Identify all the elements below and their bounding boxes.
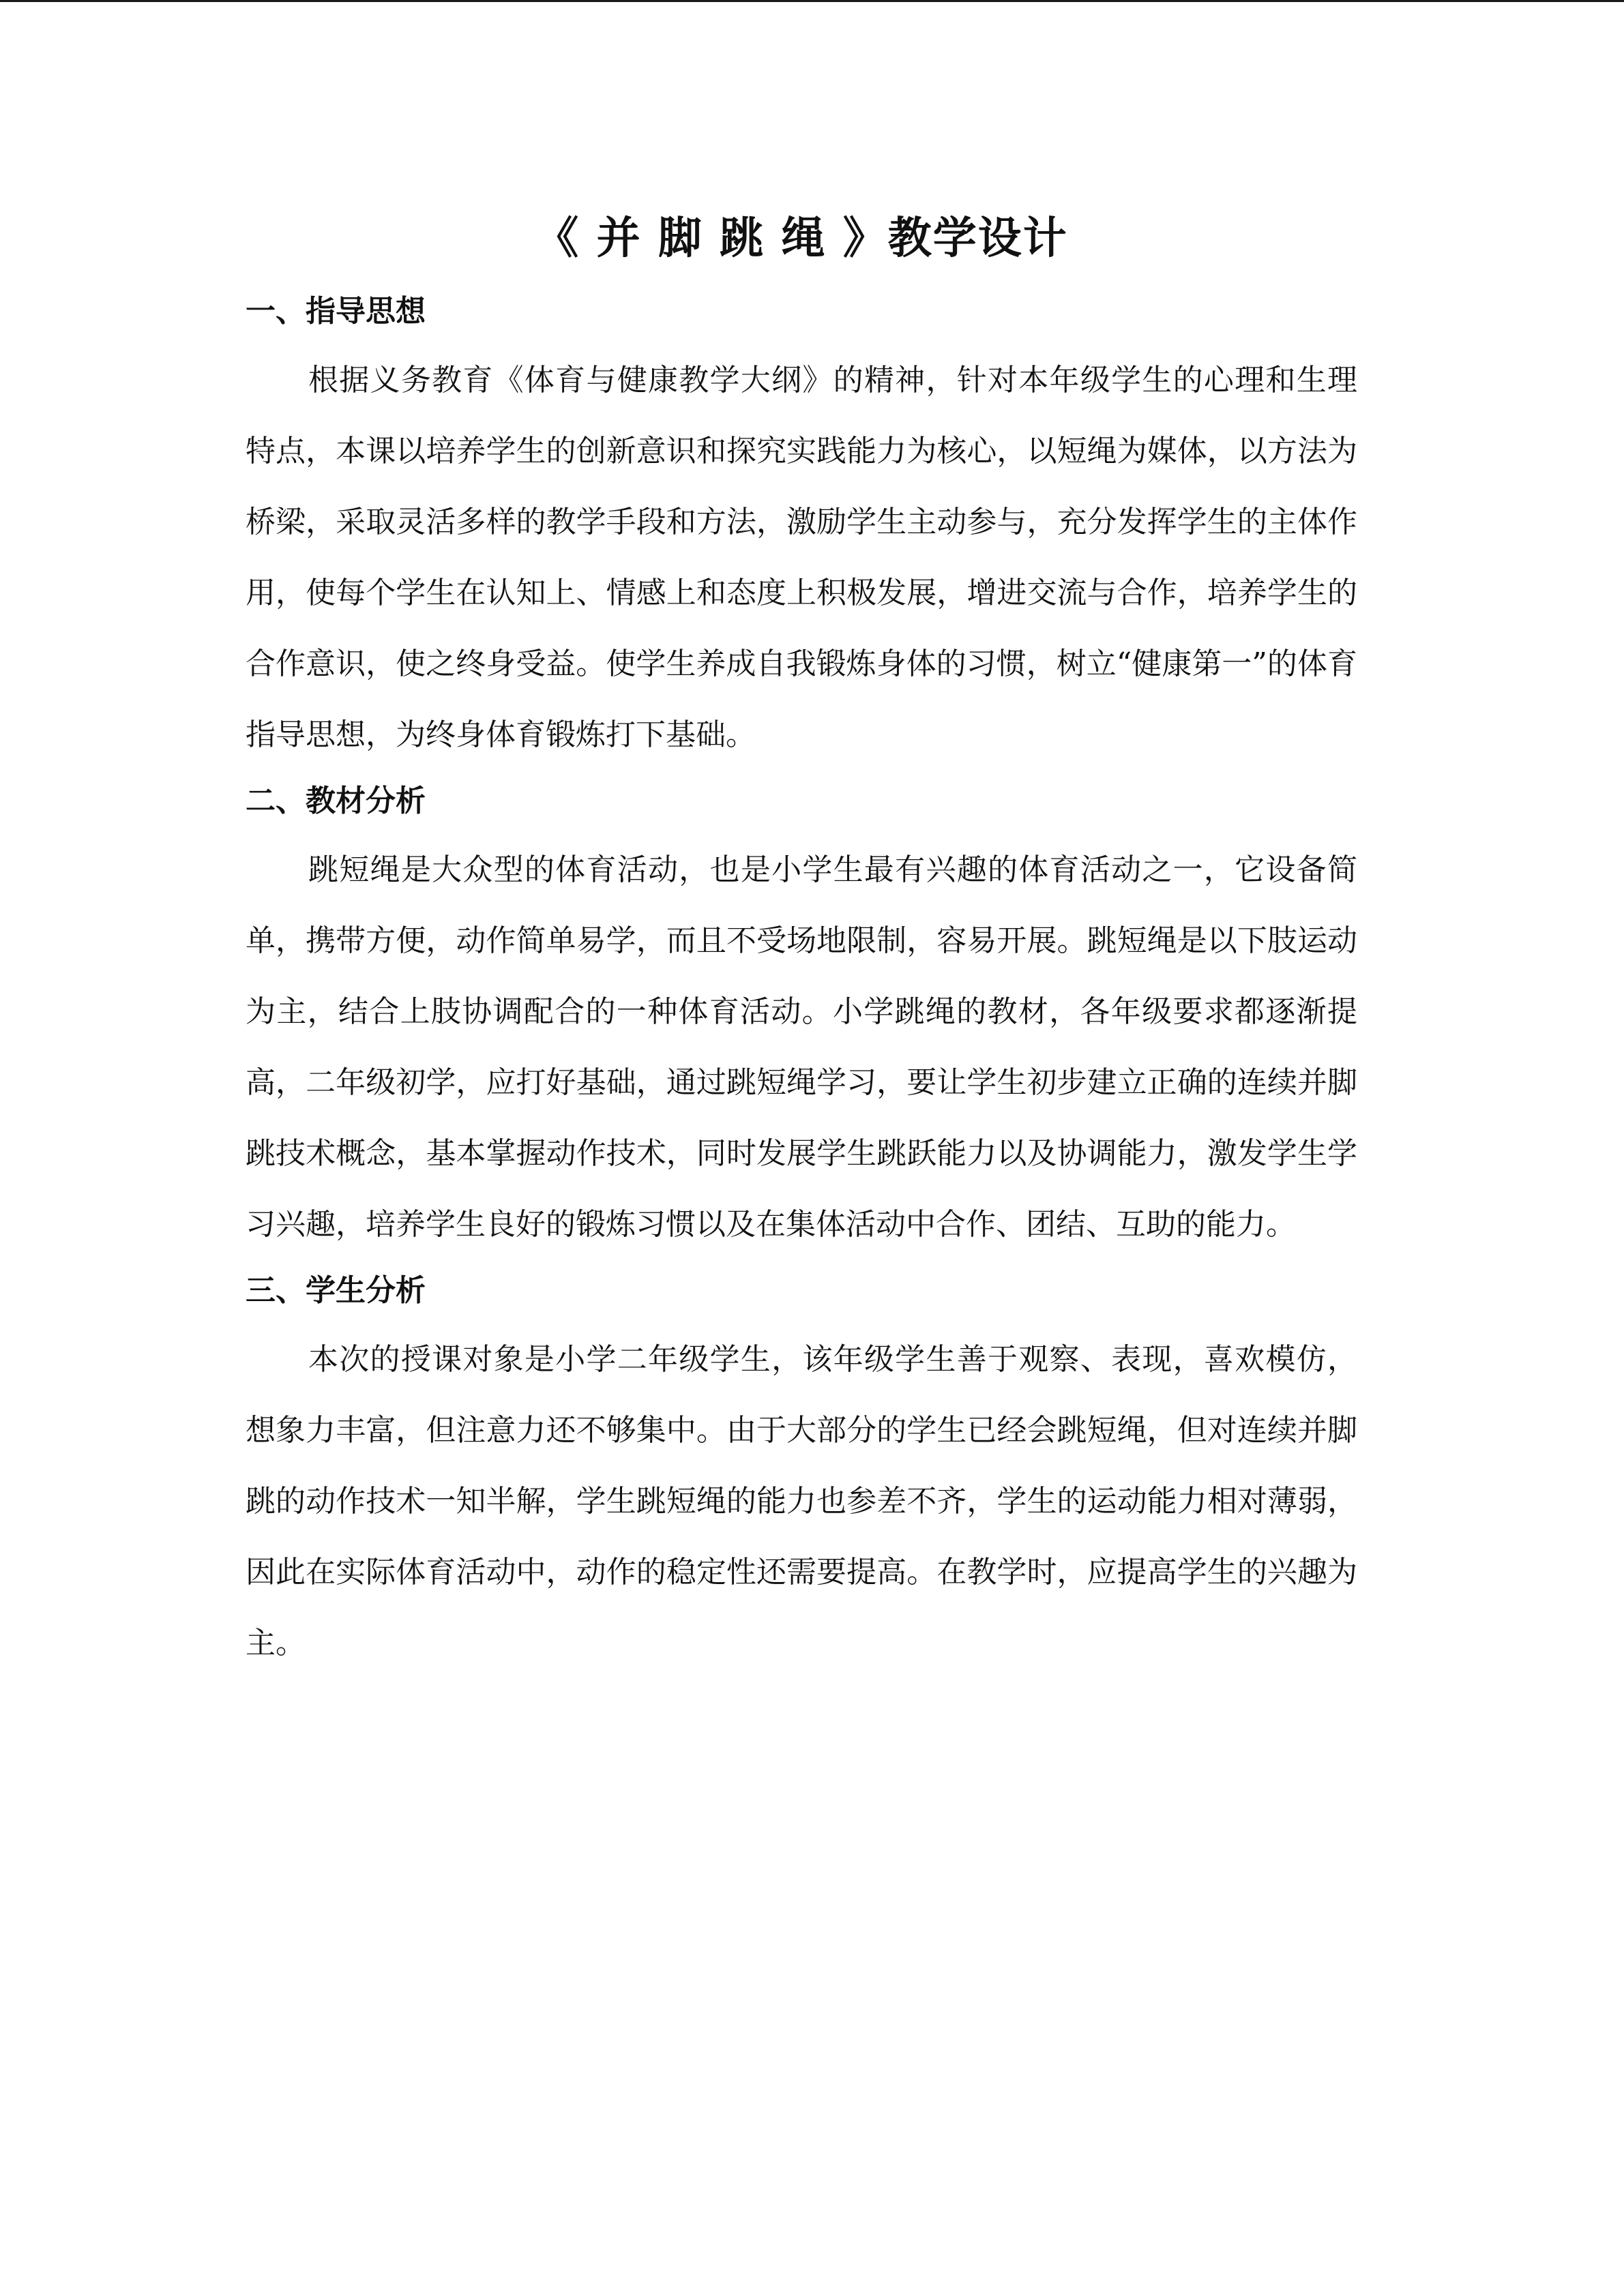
section-heading: 二、教材分析	[246, 784, 426, 818]
section-guiding-thought	[246, 288, 1357, 771]
section-paragraph: 跳短绳是大众型的体育活动，也是小学生最有兴趣的体育活动之一，它设备简单，携带方便，动作简单易学，而且不受场地限制，容易开展。跳短绳是以下肢运动为主，结合上肢协调配合的一种体育活动。小学跳绳的教材，各年级要求都逐渐提高，二年级初学，应打好基础，通过跳短绳学习，要让学生初步建立正确的连续并脚跳技术概念，基本掌握动作技术，同时发展学生跳跃能力以及协调能力，激发学生学习兴趣，培养学生良好的锻炼习惯以及在集体活动中合作、团结、互助的能力。	[246, 852, 1357, 1242]
section-paragraph: 根据义务教育《体育与健康教学大纲》的精神，针对本年级学生的心理和生理特点，本课以培养学生的创新意识和探究实践能力为核心，以短绳为媒体，以方法为桥梁，采取灵活多样的教学手段和方法，激励学生主动参与，充分发挥学生的主体作用，使每个学生在认知上、情感上和态度上积极发展，增进交流与合作，培养学生的合作意识，使之终身受益。使学生养成自我锻炼身体的习惯，树立“健康第一”的体育指导思想，为终身体育锻炼打下基础。	[246, 363, 1357, 752]
section-heading: 三、学生分析	[246, 1273, 426, 1308]
section-heading: 一、指导思想	[246, 294, 426, 329]
section-material-analysis	[246, 777, 1357, 1260]
document-title: 《 并 脚 跳 绳 》教学设计	[535, 213, 1068, 264]
page-top-border	[0, 0, 1624, 2]
section-paragraph: 本次的授课对象是小学二年级学生，该年级学生善于观察、表现，喜欢模仿，想象力丰富，但注意力还不够集中。由于大部分的学生已经会跳短绳，但对连续并脚跳的动作技术一知半解，学生跳短绳的能力也参差不齐，学生的运动能力相对薄弱，因此在实际体育活动中，动作的稳定性还需要提高。在教学时，应提高学生的兴趣为主。	[246, 1342, 1357, 1660]
section-student-analysis	[246, 1267, 1357, 1679]
document-body	[246, 205, 1357, 1686]
